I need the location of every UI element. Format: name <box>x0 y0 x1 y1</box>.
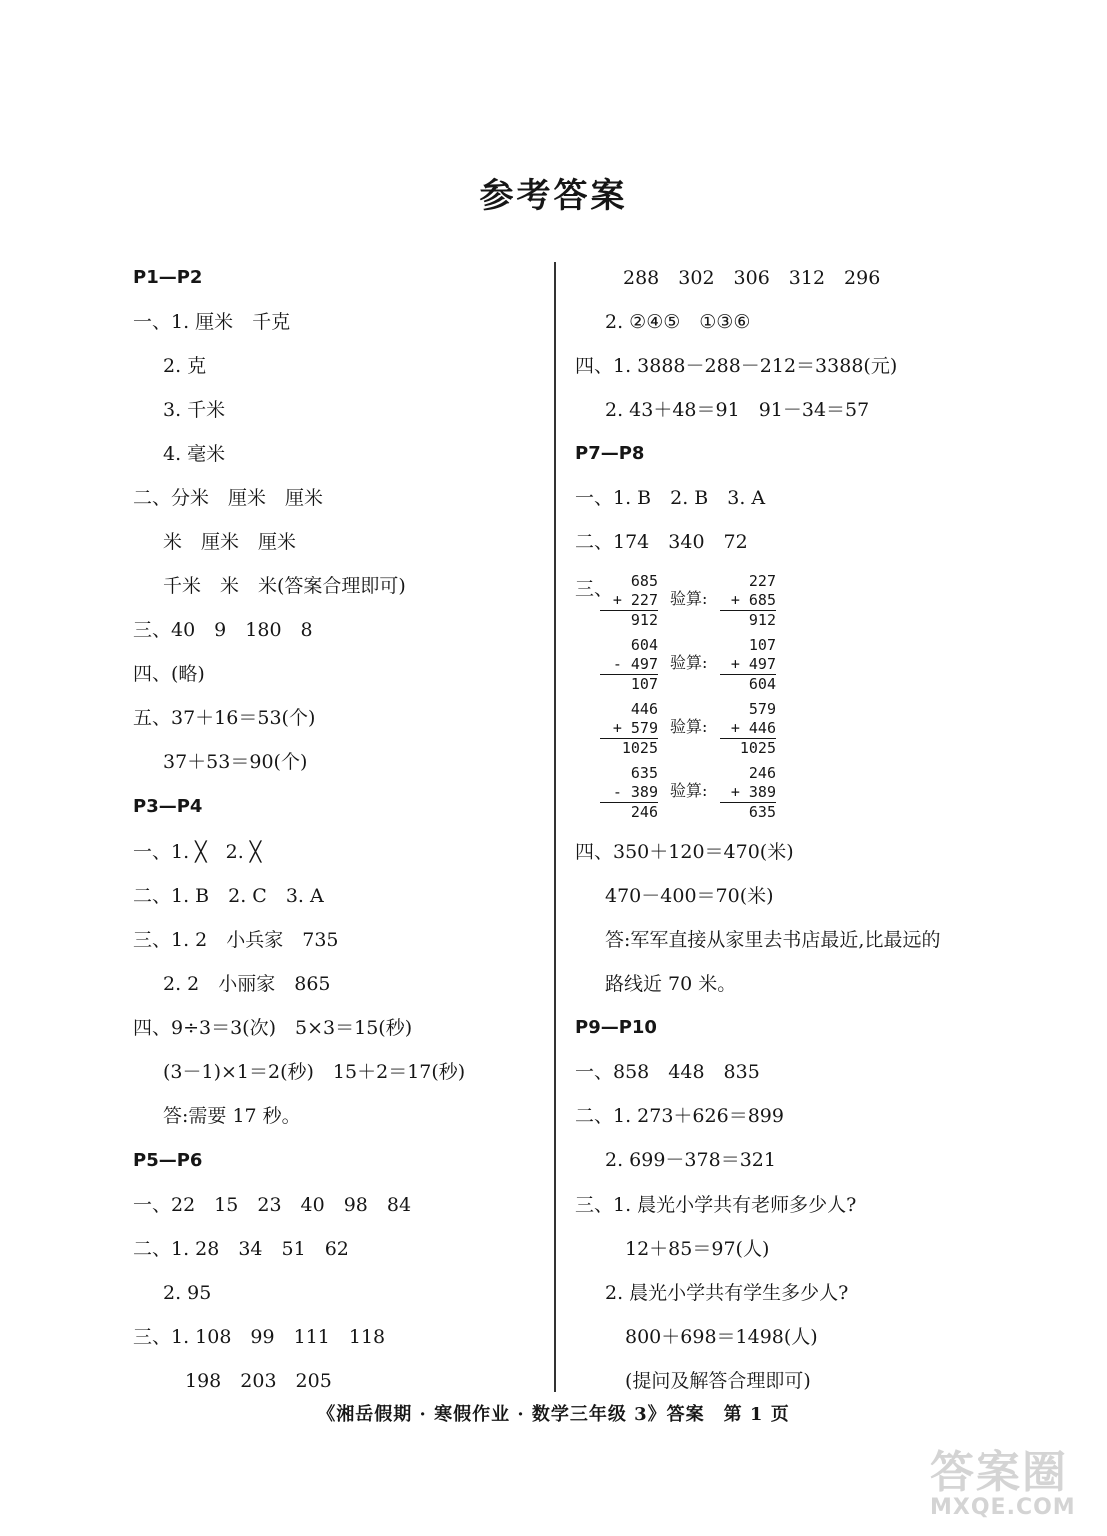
answer-line: 四、350＋120＝470(米) <box>575 841 794 863</box>
check-calculation: 107 + 497 604 <box>720 636 776 694</box>
answer-line: 四、(略) <box>133 663 205 685</box>
section-heading: P1—P2 <box>133 267 203 288</box>
answer-line: 米 厘米 厘米 <box>163 531 297 553</box>
answer-line: 路线近 70 米。 <box>605 973 737 995</box>
answer-line: 二、1. B 2. C 3. A <box>133 885 324 907</box>
check-label: 验算: <box>670 653 708 672</box>
answer-line: (提问及解答合理即可) <box>625 1370 811 1392</box>
column-divider <box>554 262 556 1392</box>
check-label: 验算: <box>670 589 708 608</box>
answer-line: 三、1. 108 99 111 118 <box>133 1326 386 1348</box>
answer-line: (3－1)×1＝2(秒) 15＋2＝17(秒) <box>163 1061 466 1083</box>
answer-line: 2. 晨光小学共有学生多少人? <box>605 1282 849 1304</box>
answer-line: 一、1. 厘米 千克 <box>133 311 291 333</box>
answer-line: 三、40 9 180 8 <box>133 619 313 641</box>
answer-line: 四、9÷3＝3(次) 5×3＝15(秒) <box>133 1017 413 1039</box>
answer-line: 2. 699－378＝321 <box>605 1149 776 1171</box>
answer-line: 一、858 448 835 <box>575 1061 760 1083</box>
vertical-calculation: 635 - 389 246 <box>600 764 658 822</box>
check-calculation: 246 + 389 635 <box>720 764 776 822</box>
answer-line: 四、1. 3888－288－212＝3388(元) <box>575 355 898 377</box>
answer-line: 一、1. B 2. B 3. A <box>575 487 766 509</box>
vertical-calculation: 446 + 579 1025 <box>600 700 658 758</box>
section-heading: P3—P4 <box>133 796 203 817</box>
answer-line: 198 203 205 <box>185 1370 332 1392</box>
answer-line: 2. ②④⑤ ①③⑥ <box>605 311 751 333</box>
answer-line: 2. 2 小丽家 865 <box>163 973 331 995</box>
answer-line: 千米 米 米(答案合理即可) <box>163 575 406 597</box>
answer-line: 答:需要 17 秒。 <box>163 1105 301 1127</box>
answer-line: 三、1. 晨光小学共有老师多少人? <box>575 1194 857 1216</box>
answer-line: 三、 <box>575 578 614 600</box>
answer-line: 二、1. 273＋626＝899 <box>575 1105 784 1127</box>
answer-line: 三、1. 2 小兵家 735 <box>133 929 339 951</box>
answer-line: 一、1. ╳ 2. ╳ <box>133 841 262 863</box>
answer-line: 3. 千米 <box>163 399 226 421</box>
check-label: 验算: <box>670 781 708 800</box>
answer-line: 37＋53＝90(个) <box>163 751 308 773</box>
answer-line: 二、174 340 72 <box>575 531 748 553</box>
answer-line: 2. 克 <box>163 355 207 377</box>
watermark-logo: 答案圈 MXQE.COM <box>930 1447 1076 1520</box>
section-heading: P9—P10 <box>575 1017 657 1038</box>
answer-line: 五、37＋16＝53(个) <box>133 707 316 729</box>
answer-line: 一、22 15 23 40 98 84 <box>133 1194 412 1216</box>
check-label: 验算: <box>670 717 708 736</box>
section-heading: P5—P6 <box>133 1150 203 1171</box>
answer-line: 12＋85＝97(人) <box>625 1238 770 1260</box>
answer-line: 4. 毫米 <box>163 443 226 465</box>
answer-line: 二、1. 28 34 51 62 <box>133 1238 349 1260</box>
answer-line: 2. 43＋48＝91 91－34＝57 <box>605 399 870 421</box>
check-calculation: 227 + 685 912 <box>720 572 776 630</box>
answer-line: 2. 95 <box>163 1282 212 1304</box>
answer-line: 800＋698＝1498(人) <box>625 1326 818 1348</box>
page-title: 参考答案 <box>479 176 628 216</box>
section-heading: P7—P8 <box>575 443 645 464</box>
answer-line: 470－400＝70(米) <box>605 885 774 907</box>
vertical-calculation: 685 + 227 912 <box>600 572 658 630</box>
vertical-calculation: 604 - 497 107 <box>600 636 658 694</box>
answer-line: 二、分米 厘米 厘米 <box>133 487 324 509</box>
answer-line: 答:军军直接从家里去书店最近,比最远的 <box>605 929 941 951</box>
answer-line: 288 302 306 312 296 <box>623 267 881 289</box>
check-calculation: 579 + 446 1025 <box>720 700 776 758</box>
page-footer: 《湘岳假期 · 寒假作业 · 数学三年级 3》答案 第 1 页 <box>317 1404 790 1425</box>
